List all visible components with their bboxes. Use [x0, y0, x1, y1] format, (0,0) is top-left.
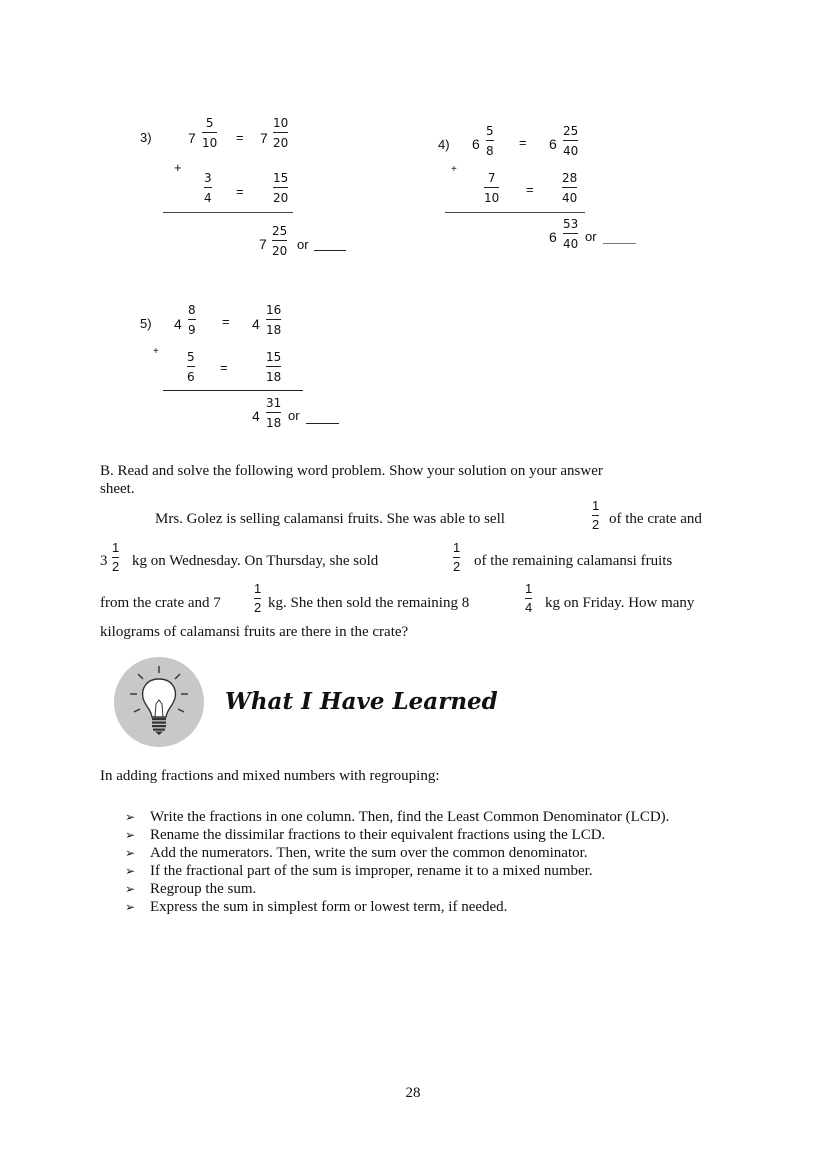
fraction [484, 171, 499, 205]
numerator: 7 [487, 171, 496, 185]
whole-number: 7 [188, 130, 196, 146]
problem-label: 5) [140, 316, 152, 331]
numerator: 25 [563, 124, 579, 138]
or-text: or [297, 237, 309, 252]
sum-line [445, 212, 585, 213]
problem-text: of the crate and [609, 511, 702, 527]
numerator: 10 [273, 116, 289, 130]
fraction [254, 582, 261, 615]
fraction [486, 124, 494, 158]
denominator: 40 [563, 237, 579, 251]
problem-label: 3) [140, 130, 152, 145]
denominator: 2 [592, 517, 600, 532]
answer-blank[interactable] [603, 243, 636, 244]
fraction [272, 224, 287, 258]
answer-blank[interactable] [306, 423, 339, 424]
arrow-bullet-icon: ➢ [125, 828, 136, 842]
equals-sign: = [526, 182, 534, 197]
plus-sign: + [174, 160, 182, 175]
problem-text: 3 [100, 553, 108, 569]
numerator: 53 [563, 217, 579, 231]
arrow-bullet-icon: ➢ [125, 810, 136, 824]
fraction [562, 171, 577, 205]
fraction [266, 396, 281, 430]
list-item [125, 880, 750, 898]
denominator: 18 [266, 416, 282, 430]
denominator: 2 [112, 559, 120, 574]
denominator: 20 [273, 191, 289, 205]
denominator: 18 [266, 370, 282, 384]
sum-line [163, 212, 293, 213]
denominator: 40 [562, 191, 578, 205]
problem-text: kilograms of calamansi fruits are there in the crate? [100, 624, 409, 640]
denominator: 8 [486, 144, 494, 158]
problem-text: of the remaining calamansi fruits [474, 553, 673, 569]
sum-line [163, 390, 303, 391]
step-text: Rename the dissimilar fractions to their equivalent fractions using the LCD. [150, 827, 606, 843]
numerator: 5 [187, 350, 195, 364]
whole-number: 7 [259, 236, 267, 252]
whole-number: 4 [174, 316, 182, 332]
denominator: 20 [272, 244, 288, 258]
denominator: 10 [202, 136, 218, 150]
denominator: 4 [525, 600, 533, 615]
numerator: 1 [453, 540, 461, 555]
numerator: 1 [592, 498, 600, 513]
fraction [187, 350, 195, 384]
section-intro: In adding fractions and mixed numbers with regrouping: [100, 768, 440, 784]
page-number: 28 [405, 1085, 421, 1101]
arrow-bullet-icon: ➢ [125, 900, 136, 914]
fraction [273, 171, 288, 205]
denominator: 9 [188, 323, 196, 337]
numerator: 1 [112, 540, 120, 555]
fraction [188, 303, 196, 337]
problem-text: from the crate and 7 [100, 595, 221, 611]
denominator: 10 [484, 191, 500, 205]
denominator: 2 [453, 559, 461, 574]
lightbulb-icon [114, 657, 204, 747]
or-text: or [288, 408, 300, 423]
fraction [592, 499, 599, 532]
whole-number: 7 [260, 130, 268, 146]
denominator: 20 [273, 136, 289, 150]
fraction [563, 124, 578, 158]
numerator: 5 [486, 124, 494, 138]
fraction [453, 541, 460, 574]
numerator: 15 [273, 171, 289, 185]
fraction [563, 217, 578, 251]
step-text: Regroup the sum. [150, 881, 257, 897]
numerator: 3 [204, 171, 212, 185]
fraction [204, 171, 212, 205]
denominator: 6 [187, 370, 195, 384]
equals-sign: = [220, 360, 228, 375]
equals-sign: = [236, 130, 244, 145]
list-item [125, 826, 750, 844]
plus-sign: + [451, 164, 457, 175]
instruction-line-1: B. Read and solve the following word problem. Show your solution on your answer [100, 463, 603, 479]
problem-text: Mrs. Golez is selling calamansi fruits. She was able to sell [155, 511, 505, 527]
whole-number: 4 [252, 408, 260, 424]
denominator: 2 [254, 600, 262, 615]
problem-text: kg on Friday. How many [545, 595, 695, 611]
fraction [202, 116, 217, 150]
numerator: 28 [562, 171, 578, 185]
list-item [125, 862, 750, 880]
denominator: 18 [266, 323, 282, 337]
numerator: 25 [272, 224, 288, 238]
whole-number: 6 [549, 136, 557, 152]
numerator: 8 [188, 303, 196, 317]
whole-number: 6 [549, 229, 557, 245]
step-text: Express the sum in simplest form or lowest term, if needed. [150, 899, 508, 915]
problem-text: kg. She then sold the remaining 8 [268, 595, 470, 611]
whole-number: 4 [252, 316, 260, 332]
fraction [266, 303, 281, 337]
fraction [266, 350, 281, 384]
denominator: 40 [563, 144, 579, 158]
fraction [273, 116, 288, 150]
problem-label: 4) [438, 137, 450, 152]
numerator: 31 [266, 396, 282, 410]
numerator: 1 [254, 581, 262, 596]
arrow-bullet-icon: ➢ [125, 864, 136, 878]
step-text: Add the numerators. Then, write the sum over the common denominator. [150, 845, 588, 861]
list-item [125, 898, 750, 916]
or-text: or [585, 229, 597, 244]
denominator: 4 [204, 191, 212, 205]
plus-sign: + [153, 346, 159, 357]
step-text: Write the fractions in one column. Then, find the Least Common Denominator (LCD). [150, 809, 670, 825]
equals-sign: = [236, 184, 244, 199]
fraction [525, 582, 532, 615]
instruction-line-2: sheet. [100, 481, 135, 497]
numerator: 1 [525, 581, 533, 596]
whole-number: 6 [472, 136, 480, 152]
step-text: If the fractional part of the sum is improper, rename it to a mixed number. [150, 863, 593, 879]
equals-sign: = [519, 135, 527, 150]
numerator: 5 [205, 116, 214, 130]
steps-list [125, 808, 750, 916]
arrow-bullet-icon: ➢ [125, 846, 136, 860]
answer-blank[interactable] [314, 250, 346, 251]
list-item [125, 844, 750, 862]
arrow-bullet-icon: ➢ [125, 882, 136, 896]
numerator: 15 [266, 350, 282, 364]
equals-sign: = [222, 314, 230, 329]
problem-text: kg on Wednesday. On Thursday, she sold [132, 553, 379, 569]
numerator: 16 [266, 303, 282, 317]
list-item [125, 808, 750, 826]
fraction [112, 541, 119, 574]
section-title: What I Have Learned [225, 688, 498, 715]
